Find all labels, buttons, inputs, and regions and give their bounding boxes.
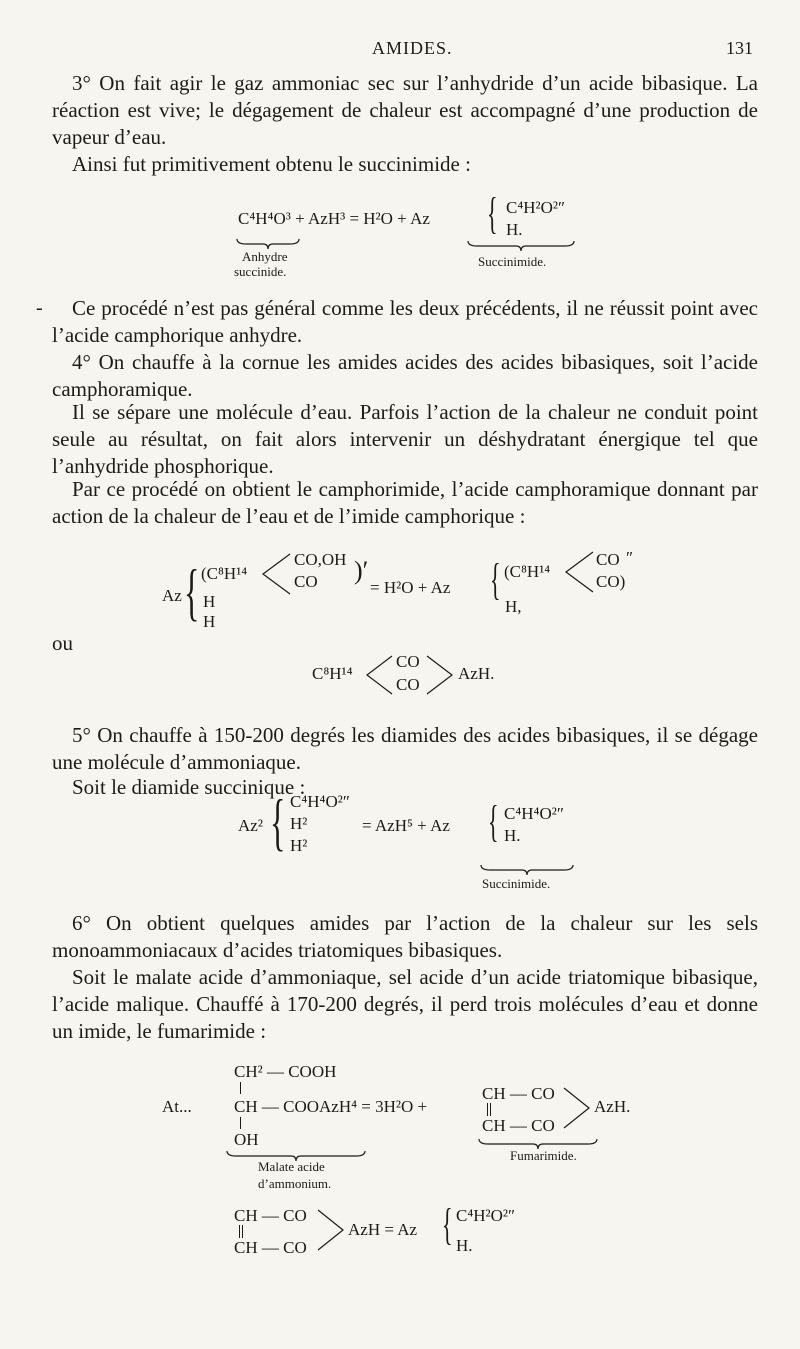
eq3-co-top: CO <box>396 652 420 671</box>
eq1-brace: { <box>487 189 498 238</box>
eq3-left-angle <box>364 654 394 696</box>
eq4-right-brace: { <box>488 797 499 846</box>
paragraph-ou: ou <box>52 631 73 655</box>
page-number: 131 <box>726 38 753 58</box>
eq5-at: At... <box>162 1097 192 1116</box>
paragraph-succinimide-intro: Ainsi fut primitivement obtenu le succinimide : <box>72 152 471 176</box>
eq2-c8h14: (C⁸H¹⁴ <box>201 564 248 583</box>
eq5-bond-2 <box>240 1117 241 1129</box>
eq6-brace: { <box>442 1200 453 1249</box>
eq4-brace: { <box>270 786 286 857</box>
eq5-label-ammonium: d’ammonium. <box>258 1176 332 1191</box>
eq4-c4h4o2: C⁴H⁴O²″ <box>290 792 350 811</box>
eq1-left: C⁴H⁴O³ + AzH³ = H²O + Az <box>238 209 430 228</box>
eq3-right-angle <box>425 654 455 696</box>
eq4-h2a: H² <box>290 814 308 833</box>
eq1-label-succinimide: Succinimide. <box>478 254 547 269</box>
eq6-r-bottom: H. <box>456 1236 473 1255</box>
eq3-right: AzH. <box>458 664 495 683</box>
eq2-r-co-a: CO <box>596 550 620 569</box>
eq2-angle <box>260 552 292 596</box>
eq2-r-co-b: CO) <box>596 572 626 591</box>
eq2-right-brace: { <box>490 555 501 604</box>
eq5-label-fumarimide: Fumarimide. <box>510 1148 577 1163</box>
page-header <box>0 38 800 62</box>
eq5-row1: CH² — COOH <box>234 1062 337 1081</box>
paragraph-not-general: Ce procédé n’est pas général comme les deux précédents, il ne réussit point avec l’acide camphorique anhydre. <box>52 296 758 347</box>
eq5-double-bond-a <box>487 1103 488 1116</box>
eq4-r-top: C⁴H⁴O²″ <box>504 804 564 823</box>
eq6-bottom: CH — CO <box>234 1238 307 1257</box>
margin-dash: - <box>36 297 43 319</box>
eq6-middle: AzH = Az <box>348 1220 418 1239</box>
eq5-r-top: CH — CO <box>482 1084 555 1103</box>
eq5-r-bottom: CH — CO <box>482 1116 555 1135</box>
eq2-h1: H <box>203 592 216 611</box>
paragraph-method-6: 6° On obtient quelques amides par l’action de la chaleur sur les sels monoammoniacaux d’acides triatomiques bibasiques. <box>52 911 758 962</box>
eq5-r-right: AzH. <box>594 1097 631 1116</box>
eq1-label-anhydre: Anhydre <box>242 249 288 264</box>
eq6-double-bond-b <box>242 1225 243 1238</box>
eq2-az: Az <box>162 586 182 605</box>
eq2-co: CO <box>294 572 318 591</box>
paragraph-water-separation: Il se sépare une molécule d’eau. Parfois l’action de la chaleur ne conduit point seule au résultat, on fait alors intervenir un déshydratant énergique tel que l’anhydride phosphorique. <box>52 400 758 478</box>
eq5-label-malate: Malate acide <box>258 1159 325 1174</box>
eq5-bond-1 <box>240 1082 241 1094</box>
eq2-prime: )′ <box>354 556 369 585</box>
eq6-angle <box>316 1208 346 1252</box>
eq1-underbrace-right <box>467 240 575 252</box>
eq2-equals: = H²O + Az <box>370 578 451 597</box>
eq3-co-bottom: CO <box>396 675 420 694</box>
eq5-double-bond-b <box>490 1103 491 1116</box>
eq4-underbrace <box>480 864 574 876</box>
eq2-r-c8h14: (C⁸H¹⁴ <box>504 562 551 581</box>
eq2-co-oh: CO,OH <box>294 550 347 569</box>
eq6-top: CH — CO <box>234 1206 307 1225</box>
eq5-row3: OH <box>234 1130 259 1149</box>
paragraph-method-4: 4° On chauffe à la cornue les amides acides des acides bibasiques, soit l’acide camphoramique. <box>52 350 758 401</box>
eq1-label-succinide: succinide. <box>234 264 287 279</box>
eq6-double-bond-a <box>239 1225 240 1238</box>
eq2-brace: { <box>184 556 200 627</box>
eq2-r-prime: ″ <box>626 548 634 567</box>
eq4-equals: = AzH⁵ + Az <box>362 816 450 835</box>
paragraph-diamide: Soit le diamide succinique : <box>72 775 306 799</box>
eq1-bottom: H. <box>506 220 523 239</box>
eq4-h2b: H² <box>290 836 308 855</box>
eq5-r-angle <box>562 1086 592 1130</box>
eq2-h2: H <box>203 612 216 631</box>
eq2-r-angle <box>563 550 595 594</box>
paragraph-method-5: 5° On chauffe à 150-200 degrés les diamides des acides bibasiques, il se dégage une molécule d’ammoniaque. <box>52 723 758 774</box>
eq6-r-top: C⁴H²O²″ <box>456 1206 516 1225</box>
eq2-r-h: H, <box>505 597 522 616</box>
eq4-label: Succinimide. <box>482 876 551 891</box>
eq4-r-bottom: H. <box>504 826 521 845</box>
eq1-top: C⁴H²O²″ <box>506 198 566 217</box>
eq5-row2: CH — COOAzH⁴ = 3H²O + <box>234 1097 428 1116</box>
paragraph-malate: Soit le malate acide d’ammoniaque, sel acide d’un acide triatomique bibasique, l’acide malique. Chauffé à 170-200 degrés, il perd trois molécules d’eau et donne un imide, le fumarimide : <box>52 965 758 1043</box>
eq3-left: C⁸H¹⁴ <box>312 664 353 683</box>
paragraph-method-3: 3° On fait agir le gaz ammoniac sec sur l’anhydride d’un acide bibasique. La réaction est vive; le dégagement de chaleur est accompagné d’une production de vapeur d’eau. <box>52 71 758 149</box>
eq4-az2: Az² <box>238 816 263 835</box>
paragraph-camphorimide: Par ce procédé on obtient le camphorimide, l’acide camphoramique donnant par action de la chaleur de l’eau et de l’imide camphorique : <box>52 477 758 528</box>
running-title: AMIDES. <box>372 38 453 58</box>
